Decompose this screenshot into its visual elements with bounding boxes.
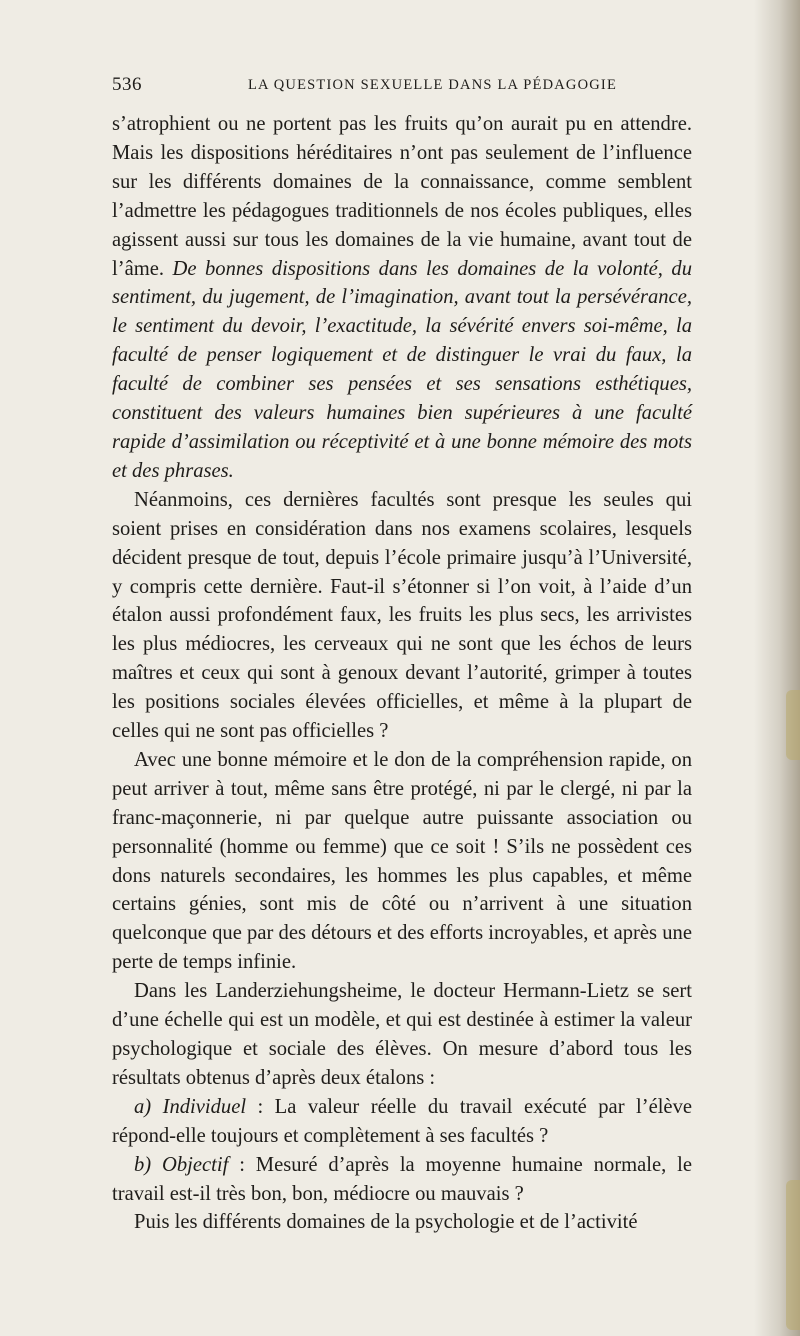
paragraph: Dans les Landerziehungsheime, le docteur Hermann-Lietz se sert d’une échelle qui est un modèle, et qui est destinée à estimer la valeur psychologique et sociale des élèves. On mesure d’abord tous les résultats obtenus d’après deux étalons : bbox=[112, 980, 692, 1089]
running-header bbox=[112, 74, 692, 96]
list-item-label: b) Objectif bbox=[134, 1153, 229, 1176]
list-item-text: : La valeur réelle du travail exécuté par l’élève répond-elle toujours et complètement à ses facultés ? bbox=[112, 1095, 693, 1147]
paragraph: Puis les différents domaines de la psychologie et de l’activité bbox=[134, 1211, 638, 1234]
page-edge-shadow bbox=[754, 0, 800, 1336]
body-text bbox=[112, 110, 692, 1237]
italic-passage: De bonnes dispositions dans les domaines de la volonté, du sentiment, du jugement, de l’imagination, avant tout la persévérance, le sentiment du devoir, l’exactitude, la sévérité envers soi-même, la faculté de penser logiquement et de distinguer le vrai du faux, la faculté de combiner ses pensées et ses sensations esthétiques, constituent des valeurs humaines bien supérieures à une faculté rapide d’assimilation ou réceptivité et à une bonne mémoire des mots et des phrases. bbox=[112, 257, 692, 482]
list-item bbox=[112, 1093, 692, 1151]
list-item-text: : Mesuré d’après la moyenne humaine normale, le travail est-il très bon, bon, médiocre ou mauvais ? bbox=[112, 1153, 692, 1205]
paragraph: Néanmoins, ces dernières facultés sont presque les seules qui soient prises en considération dans nos examens scolaires, lesquels décident presque de tout, depuis l’école primaire jusqu’à l’Université, y compris cette dernière. Faut-il s’étonner si l’on voit, à l’aide d’un étalon aussi profondément faux, les fruits les plus secs, les arrivistes les plus médiocres, les cerveaux qui ne sont que les échos de leurs maîtres et ceux qui sont à genoux devant l’autorité, grimper à toutes les positions sociales élevées officielles, et même à la plupart de celles qui ne sont pas officielles ? bbox=[112, 488, 692, 743]
page-edge-stain bbox=[786, 690, 800, 760]
paragraph bbox=[112, 110, 692, 486]
list-item-label: a) Individuel bbox=[134, 1095, 247, 1118]
paragraph: Avec une bonne mémoire et le don de la compréhension rapide, on peut arriver à tout, même sans être protégé, ni par le clergé, ni par la franc-maçonnerie, ni par quelque autre puissante association ou personnalité (homme ou femme) que ce soit ! S’ils ne possèdent ces dons naturels secondaires, les hommes les plus capables, et même certains génies, sont mis de côté ou n’arrivent à une situation quelconque que par des détours et des efforts incroyables, et après une perte de temps infinie. bbox=[112, 748, 692, 974]
running-title: LA QUESTION SEXUELLE DANS LA PÉDAGOGIE bbox=[248, 77, 618, 93]
paragraph-text: s’atrophient ou ne portent pas les fruits qu’on aurait pu en attendre. Mais les dispositions héréditaires n’ont pas seulement de l’influence sur les différents domaines de la connaissance, comme semblent l’admettre les pédagogues traditionnels de nos écoles publiques, elles agissent aussi sur tous les domaines de la vie humaine, avant tout de l’âme. bbox=[112, 113, 692, 280]
list-item bbox=[112, 1151, 692, 1209]
page-number: 536 bbox=[112, 74, 142, 95]
page-edge-stain bbox=[786, 1180, 800, 1330]
